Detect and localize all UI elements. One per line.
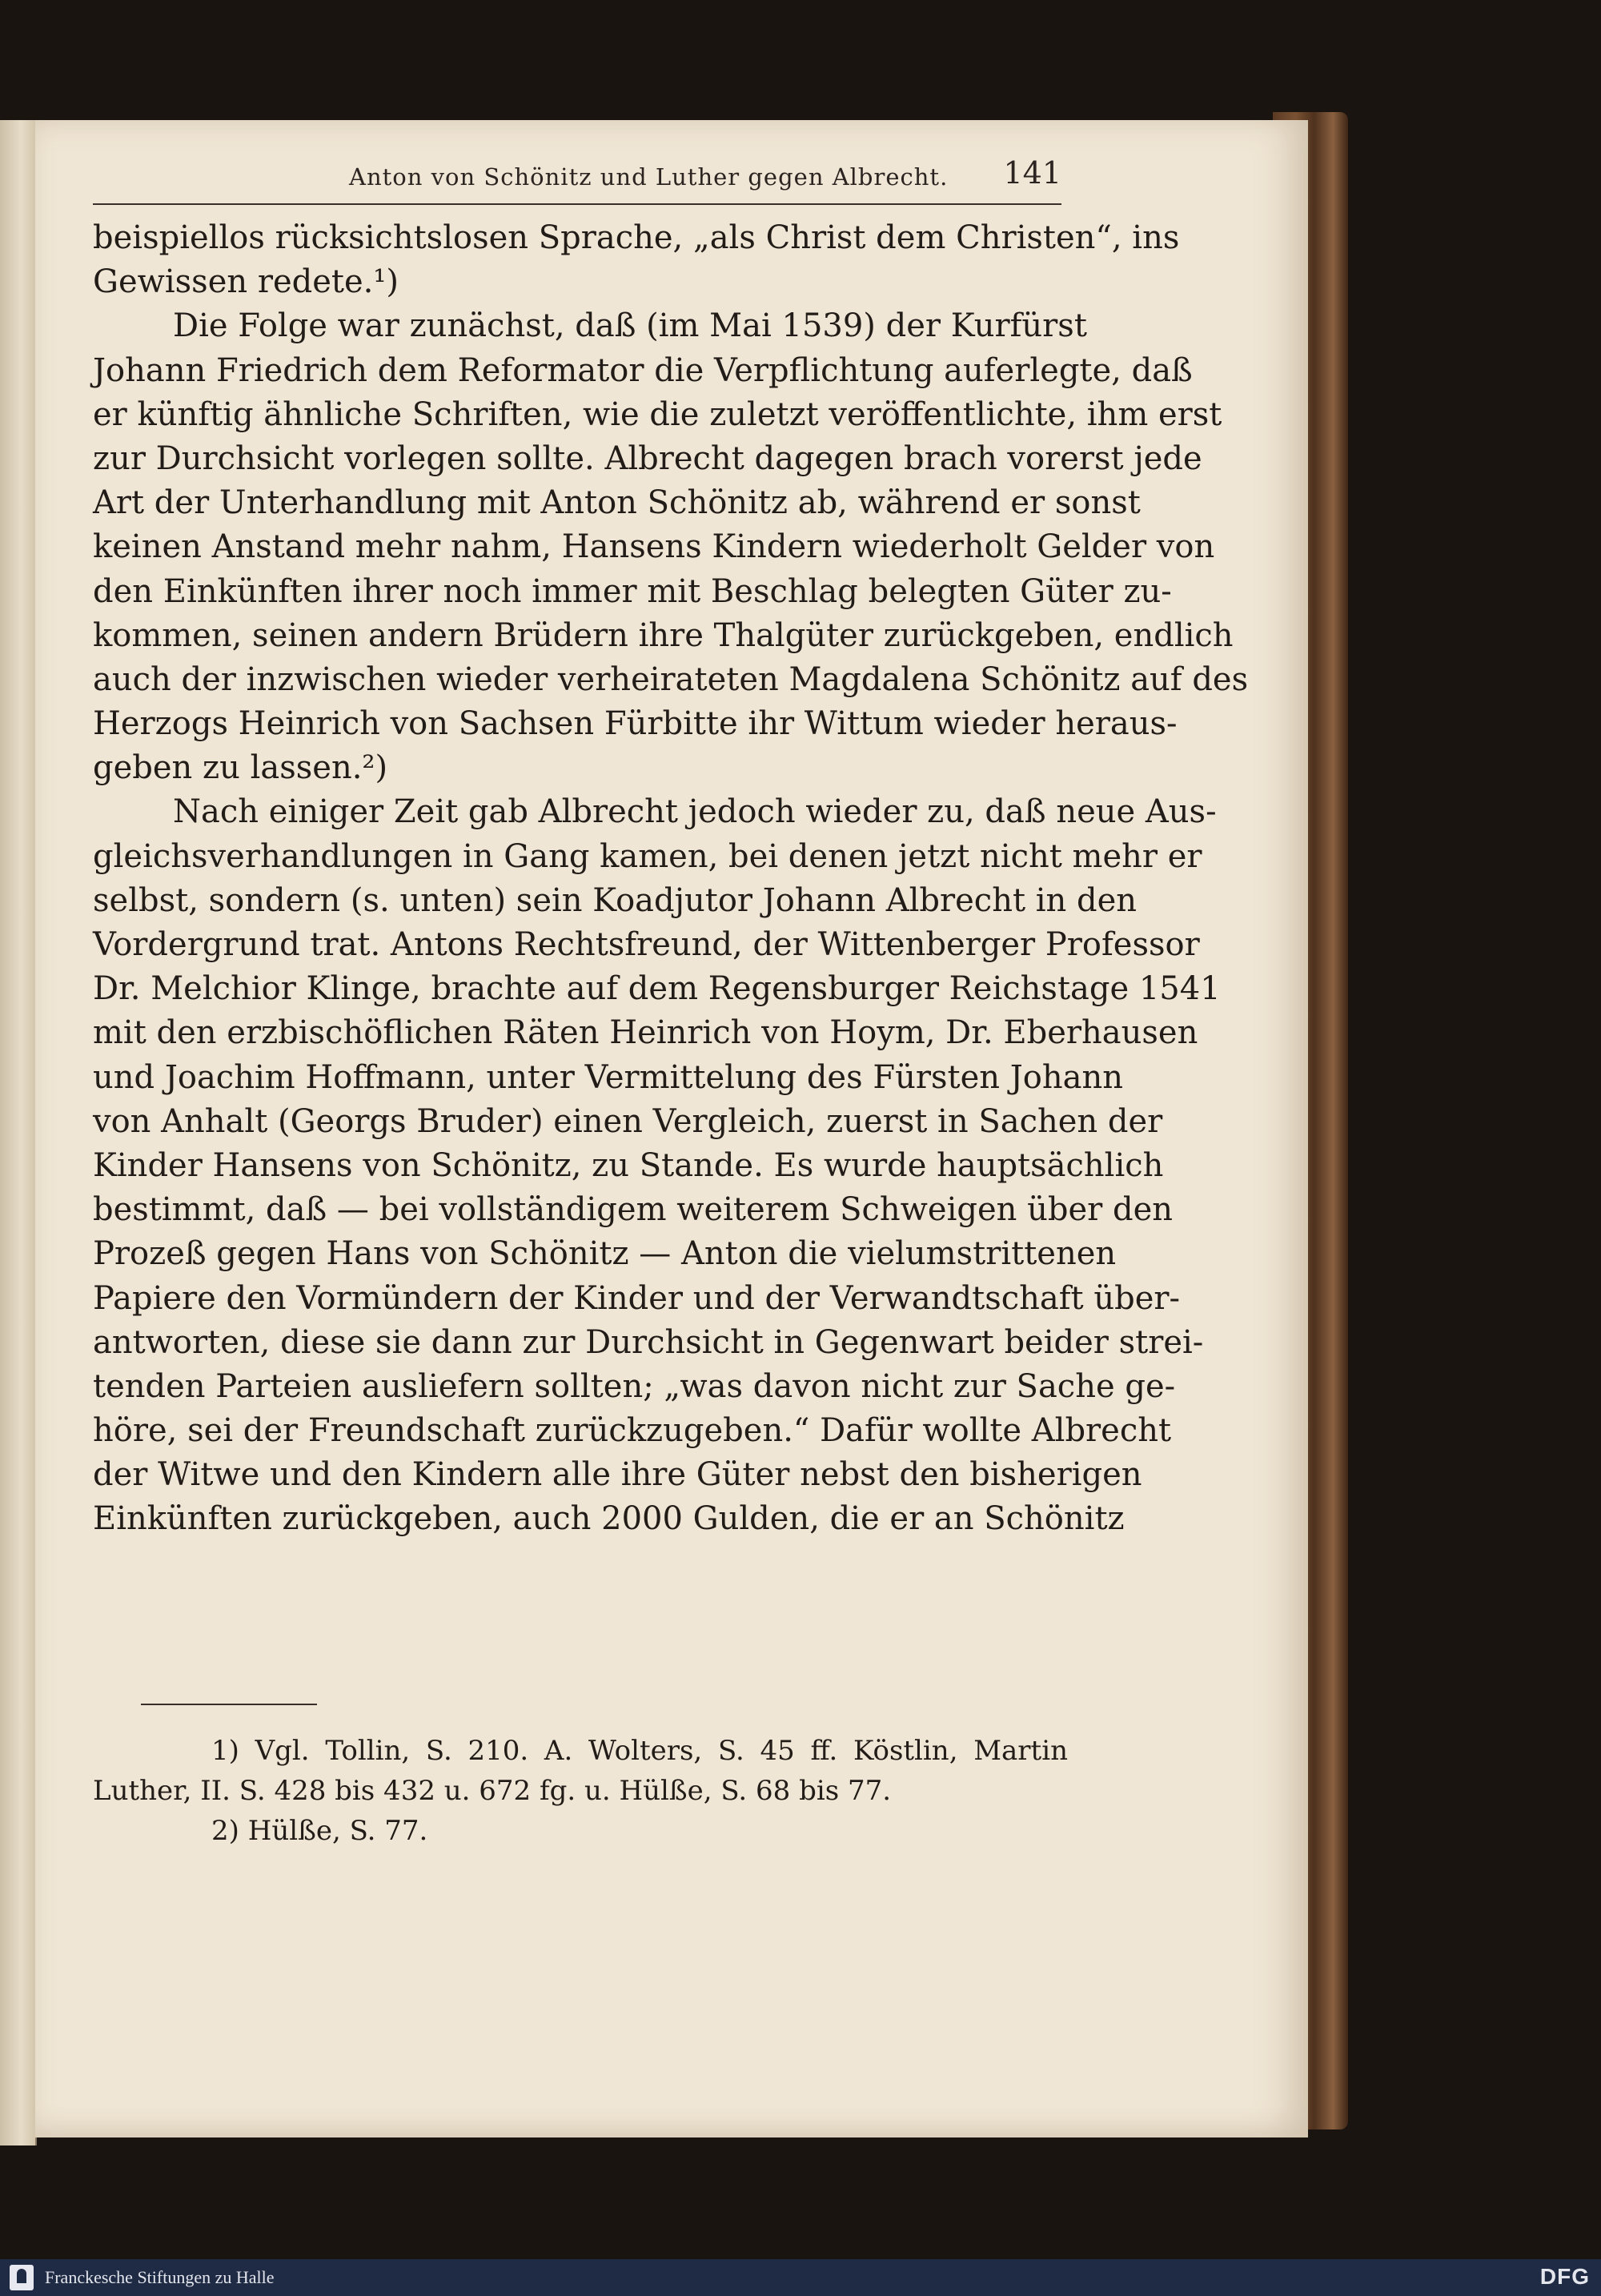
institution-logo-icon xyxy=(10,2265,34,2290)
footnote-divider xyxy=(141,1704,317,1705)
text-line: geben zu lassen.²) xyxy=(93,749,388,787)
text-line: bestimmt, daß — bei vollständigem weiterem Schweigen über den xyxy=(93,1191,1174,1229)
facing-page-edge xyxy=(0,120,37,2145)
text-line: Johann Friedrich dem Reformator die Verpflichtung auferlegte, daß xyxy=(93,351,1193,389)
text-line: Einkünften zurückgeben, auch 2000 Gulden, die er an Schönitz xyxy=(93,1500,1125,1538)
text-line: Gewissen redete.¹) xyxy=(93,263,399,301)
text-line: Art der Unterhandlung mit Anton Schönitz ab, während er sonst xyxy=(93,484,1141,522)
text-line: Herzogs Heinrich von Sachsen Fürbitte ihr Wittum wieder heraus- xyxy=(93,705,1178,743)
text-line: tenden Parteien ausliefern sollten; „was davon nicht zur Sache ge- xyxy=(93,1367,1176,1405)
text-line: er künftig ähnliche Schriften, wie die zuletzt veröffentlichte, ihm erst xyxy=(93,395,1222,433)
text-line: auch der inzwischen wieder verheirateten Magdalena Schönitz auf des xyxy=(93,660,1249,698)
footnote-line: 1) Vgl. Tollin, S. 210. A. Wolters, S. 45 ff. Köstlin, Martin xyxy=(211,1735,1068,1767)
text-line: höre, sei der Freundschaft zurückzugeben.“ Dafür wollte Albrecht xyxy=(93,1412,1172,1450)
body-text xyxy=(93,216,1249,1542)
text-line: Die Folge war zunächst, daß (im Mai 1539) der Kurfürst xyxy=(173,307,1087,345)
page-number: 141 xyxy=(1003,155,1061,191)
text-line: Vordergrund trat. Antons Rechtsfreund, der Wittenberger Professor xyxy=(93,926,1200,963)
running-head: Anton von Schönitz und Luther gegen Albrecht. xyxy=(349,163,949,191)
footnote-line: Luther, II. S. 428 bis 432 u. 672 fg. u. Hülße, S. 68 bis 77. xyxy=(93,1775,892,1807)
text-line: Kinder Hansens von Schönitz, zu Stande. Es wurde hauptsächlich xyxy=(93,1146,1164,1184)
text-line: der Witwe und den Kindern alle ihre Güter nebst den bisherigen xyxy=(93,1456,1142,1494)
text-line: kommen, seinen andern Brüdern ihre Thalgüter zurückgeben, endlich xyxy=(93,616,1234,654)
text-line: beispiellos rücksichtslosen Sprache, „als Christ dem Christen“, ins xyxy=(93,219,1180,256)
viewer-footer-bar xyxy=(0,2259,1601,2296)
footnote-line: 2) Hülße, S. 77. xyxy=(211,1815,428,1847)
text-line: keinen Anstand mehr nahm, Hansens Kindern wiederholt Gelder von xyxy=(93,528,1215,566)
text-line: gleichsverhandlungen in Gang kamen, bei denen jetzt nicht mehr er xyxy=(93,837,1202,875)
text-line: und Joachim Hoffmann, unter Vermittelung des Fürsten Johann xyxy=(93,1058,1123,1096)
institution-name: Franckesche Stiftungen zu Halle xyxy=(45,2267,275,2287)
dfg-logo: DFG xyxy=(1539,2264,1590,2289)
text-line: Prozeß gegen Hans von Schönitz — Anton die vielumstrittenen xyxy=(93,1235,1117,1273)
text-line: den Einkünften ihrer noch immer mit Beschlag belegten Güter zu- xyxy=(93,572,1172,610)
text-line: antworten, diese sie dann zur Durchsicht in Gegenwart beider strei- xyxy=(93,1323,1204,1361)
text-line: mit den erzbischöflichen Räten Heinrich von Hoym, Dr. Eberhausen xyxy=(93,1014,1198,1052)
text-line: von Anhalt (Georgs Bruder) einen Vergleich, zuerst in Sachen der xyxy=(93,1102,1163,1140)
text-line: selbst, sondern (s. unten) sein Koadjutor Johann Albrecht in den xyxy=(93,881,1138,919)
footnotes xyxy=(93,1731,1068,1851)
text-line: zur Durchsicht vorlegen sollte. Albrecht dagegen brach vorerst jede xyxy=(93,440,1202,477)
text-line: Nach einiger Zeit gab Albrecht jedoch wieder zu, daß neue Aus- xyxy=(173,793,1217,831)
text-line: Papiere den Vormündern der Kinder und der Verwandtschaft über- xyxy=(93,1279,1181,1317)
page-header xyxy=(93,152,1061,205)
text-line: Dr. Melchior Klinge, brachte auf dem Regensburger Reichstage 1541 xyxy=(93,970,1221,1008)
